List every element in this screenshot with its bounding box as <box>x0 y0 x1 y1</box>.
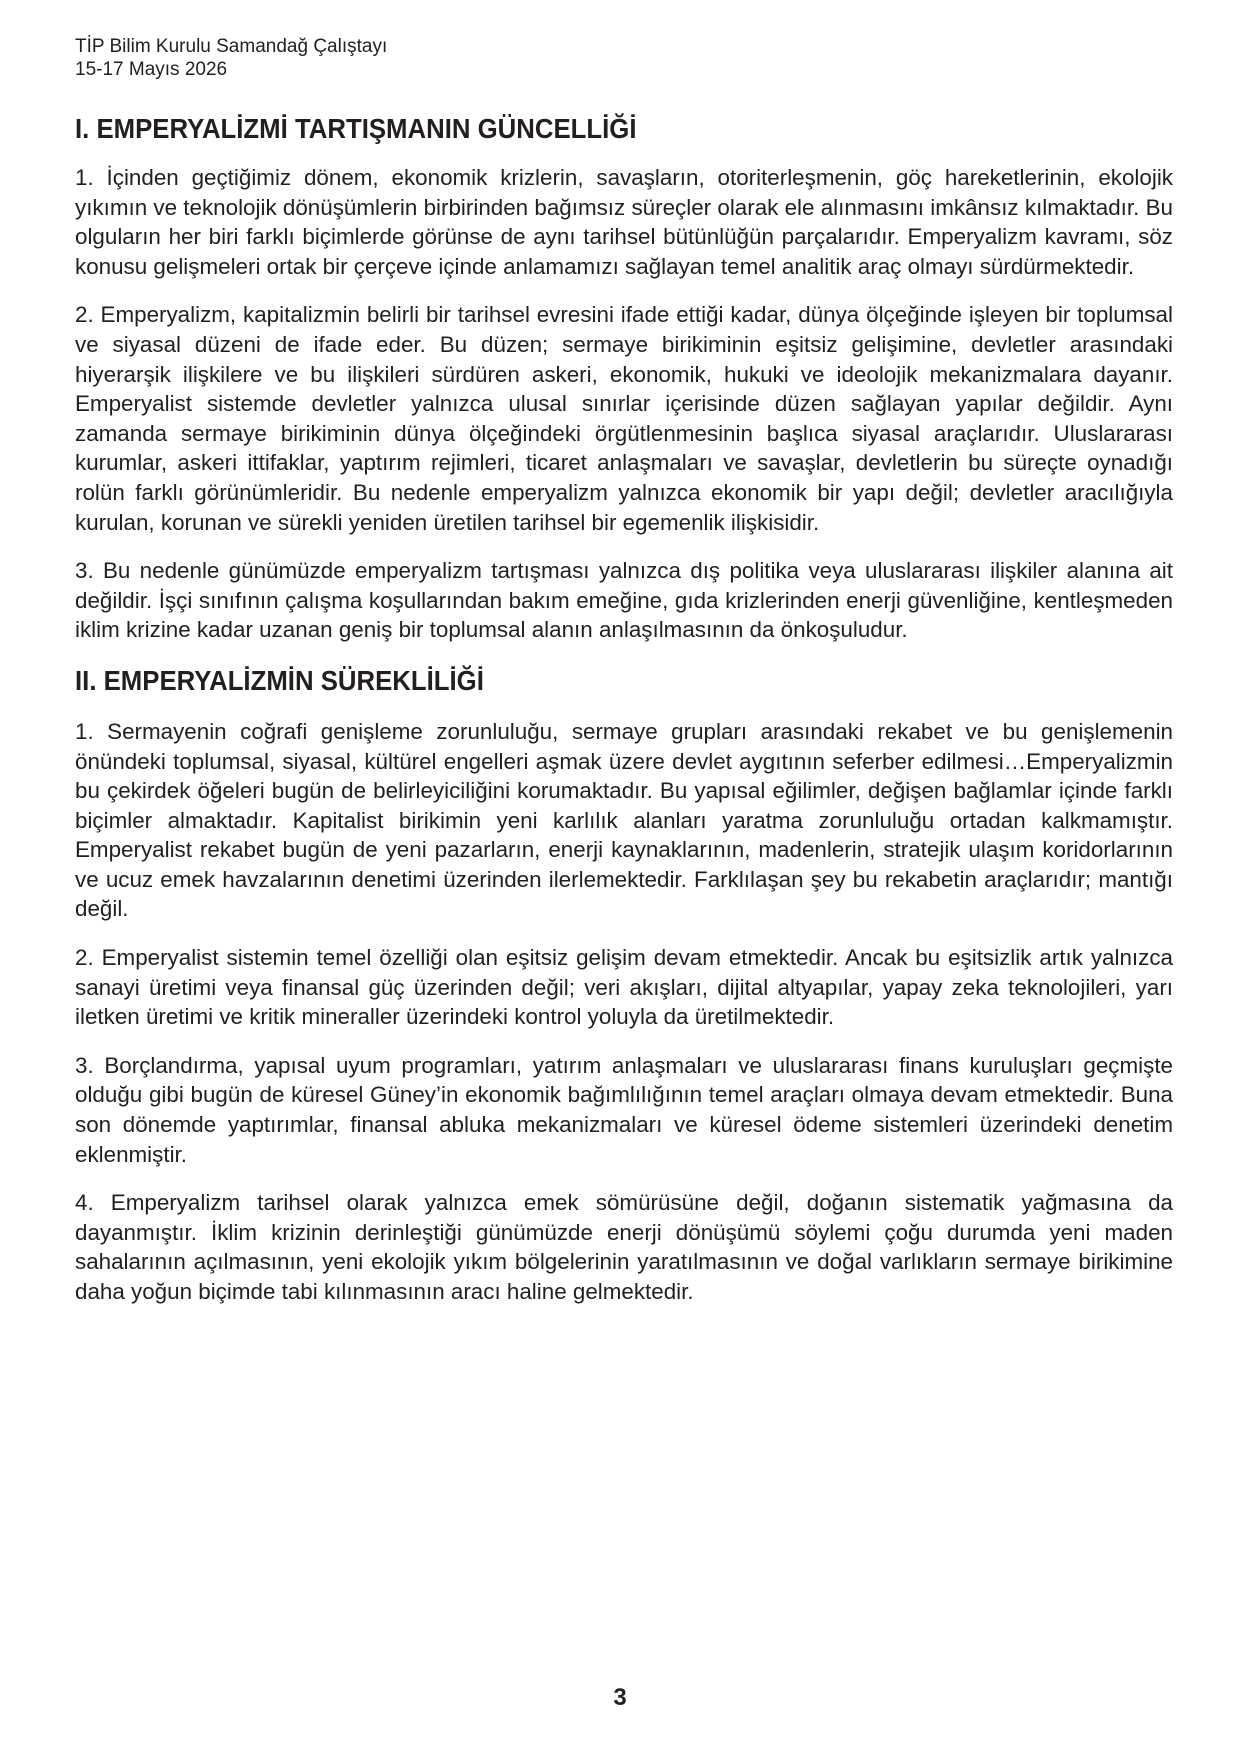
document-body <box>75 112 1173 1307</box>
section-2-paragraph-4: 4. Emperyalizm tarihsel olarak yalnızca emek sömürüsüne değil, doğanın sistematik yağmasına da dayanmıştır. İklim krizinin derinleştiği günümüzde enerji dönüşümü söylemi çoğu durumda yeni maden sahalarının açılmasının, yeni ekolojik yıkım bölgelerinin yaratılmasının ve doğal varlıkların sermaye birikimine daha yoğun biçimde tabi kılınmasının aracı haline gelmektedir. <box>75 1190 1173 1304</box>
section-1-paragraph-2: 2. Emperyalizm, kapitalizmin belirli bir tarihsel evresini ifade ettiği kadar, dünya ölçeğinde işleyen bir toplumsal ve siyasal düzeni de ifade eder. Bu düzen; sermaye birikiminin eşitsiz gelişimine, devletler arasındaki hiyerarşik ilişkilere ve bu ilişkileri sürdüren askeri, ekonomik, hukuki ve ideolojik mekanizmalara dayanır. Emperyalist sistemde devletler yalnızca ulusal sınırlar içerisinde düzen sağlayan yapılar değildir. Aynı zamanda sermaye birikiminin dünya ölçeğindeki örgütlenmesinin başlıca siyasal araçlarıdır. Uluslararası kurumlar, askeri ittifaklar, yaptırım rejimleri, ticaret anlaşmaları ve savaşlar, devletlerin bu süreçte oynadığı rolün farklı görünümleridir. Bu nedenle emperyalizm yalnızca ekonomik bir yapı değil; devletler aracılığıyla kurulan, korunan ve sürekli yeniden üretilen tarihsel bir egemenlik ilişkisidir. <box>75 302 1173 535</box>
section-1-paragraph-1: 1. İçinden geçtiğimiz dönem, ekonomik krizlerin, savaşların, otoriterleşmenin, göç hareketlerinin, ekolojik yıkımın ve teknolojik dönüşümlerin birbirinden bağımsız süreçler olarak ele alınmasını imkânsız kılmaktadır. Bu olguların her biri farklı biçimlerde görünse de aynı tarihsel bütünlüğün parçalarıdır. Emperyalizm kavramı, söz konusu gelişmeleri ortak bir çerçeve içinde anlamamızı sağlayan temel analitik araç olmayı sürdürmektedir. <box>75 165 1173 279</box>
section-title-1: I. EMPERYALİZMİ TARTIŞMANIN GÜNCELLİĞİ <box>75 113 637 144</box>
header-event-date: 15-17 Mayıs 2026 <box>75 59 228 80</box>
section-2-paragraph-3: 3. Borçlandırma, yapısal uyum programları, yatırım anlaşmaları ve uluslararası finans kuruluşları geçmişte olduğu gibi bugün de küresel Güney’in ekonomik bağımlılığının temel araçları olmaya devam etmektedir. Buna son dönemde yaptırımlar, finansal abluka mekanizmaları ve küresel ödeme sistemleri üzerindeki denetim eklenmiştir. <box>75 1052 1173 1167</box>
section-2-paragraph-2: 2. Emperyalist sistemin temel özelliği olan eşitsiz gelişim devam etmektedir. Ancak bu eşitsizlik artık yalnızca sanayi üretimi veya finansal güç üzerinden değil; veri akışları, dijital altyapılar, yapay zeka teknolojileri, yarı iletken üretimi ve kritik mineraller üzerindeki kontrol yoluyla da üretilmektedir. <box>75 945 1173 1030</box>
section-2-paragraph-1: 1. Sermayenin coğrafi genişleme zorunluluğu, sermaye grupları arasındaki rekabet ve bu genişlemenin önündeki toplumsal, siyasal, kültürel engelleri aşmak üzere devlet aygıtının seferber edilmesi…Emperyalizmin bu çekirdek öğeleri bugün de belirleyiciliğini korumaktadır. Bu yapısal eğilimler, değişen bağlamlar içinde farklı biçimler almaktadır. Kapitalist birikimin yeni karlılık alanları yaratma zorunluluğu ortadan kalkmamıştır. Emperyalist rekabet bugün de yeni pazarların, enerji kaynaklarının, madenlerin, stratejik ulaşım koridorlarının ve ucuz emek havzalarının denetimi üzerinden ilerlemektedir. Farklılaşan şey bu rekabetin araçlarıdır; mantığı değil. <box>75 718 1173 922</box>
page-number: 3 <box>613 1684 627 1711</box>
section-title-2: II. EMPERYALİZMİN SÜREKLİLİĞİ <box>75 664 484 696</box>
section-1-paragraph-3: 3. Bu nedenle günümüzde emperyalizm tartışması yalnızca dış politika veya uluslararası ilişkiler alanına ait değildir. İşçi sınıfının çalışma koşullarından bakım emeğine, gıda krizlerinden enerji güvenliğine, kentleşmeden iklim krizine kadar uzanan geniş bir toplumsal alanın anlaşılmasının da önkoşuludur. <box>75 558 1173 643</box>
header-event-title: TİP Bilim Kurulu Samandağ Çalıştayı <box>75 36 388 57</box>
page-header <box>75 35 387 81</box>
